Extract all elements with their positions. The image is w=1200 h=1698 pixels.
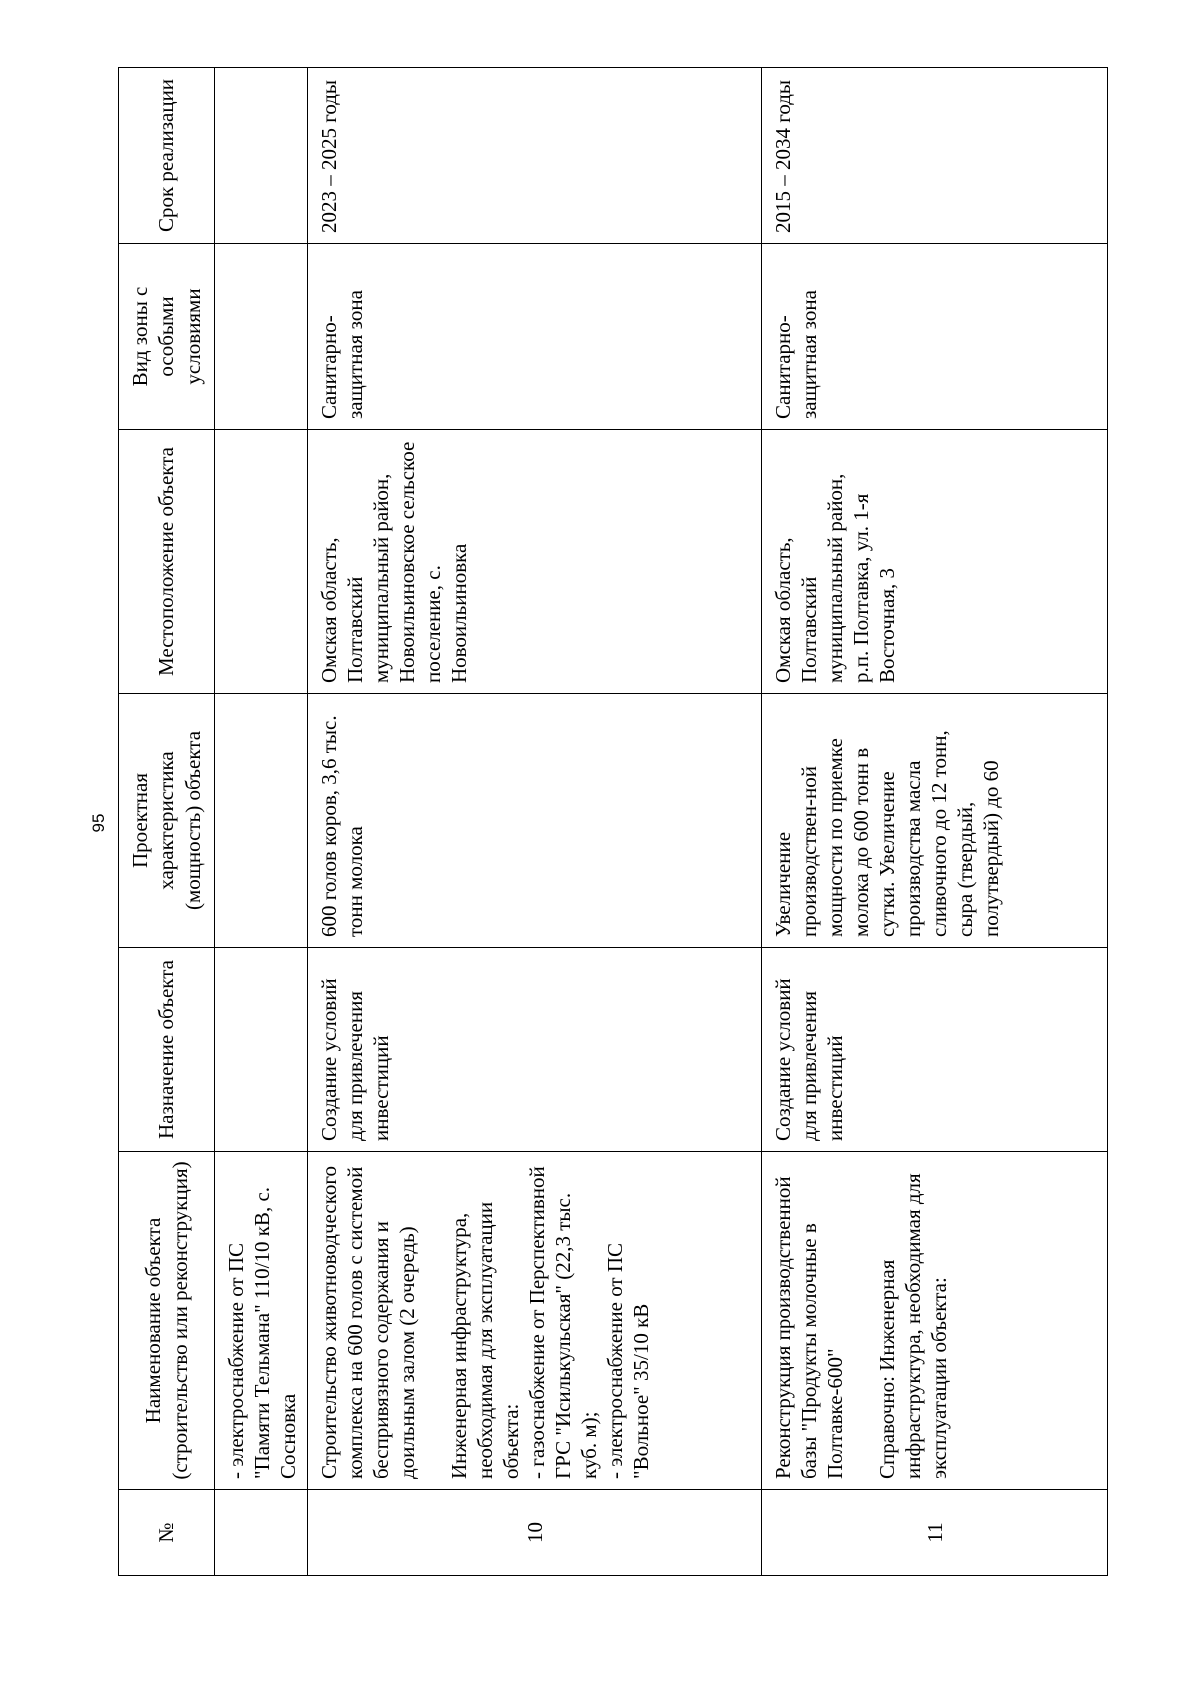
cell-name (762, 1152, 1108, 1490)
cell-zone: Санитарно-защитная зона (308, 244, 762, 430)
header-capacity: Проектная характеристика (мощность) объекта (119, 694, 215, 948)
table-header-row (119, 68, 215, 1576)
cell-term: 2023 – 2025 годы (308, 68, 762, 244)
cell-purpose (215, 948, 308, 1152)
header-num: № (119, 1490, 215, 1576)
cell-zone (215, 244, 308, 430)
table-row (215, 68, 308, 1576)
name-paragraph: Справочно: Инженерная инфраструктура, необходимая для эксплуатации объекта: (875, 1173, 952, 1479)
name-paragraph: Строительство животноводческого комплекса на 600 голов с системой беспривязного содержания и доильным залом (2 очередь) (317, 1166, 420, 1479)
name-paragraph: - газоснабжение от Перспективной ГРС "Исилькульская" (22,3 тыс. куб. м); (525, 1166, 602, 1479)
header-location: Местоположение объекта (119, 430, 215, 694)
name-paragraph: - электроснабжение от ПС "Вольное" 35/10 кВ (603, 1242, 654, 1479)
cell-zone: Санитарно-защитная зона (762, 244, 1108, 430)
table-row (762, 68, 1108, 1576)
cell-purpose: Создание условий для привлечения инвестиций (308, 948, 762, 1152)
cell-location: Омская область, Полтавский муниципальный район, Новоильиновское сельское поселение, с. Новоильиновка (308, 430, 762, 694)
cell-capacity: 600 голов коров, 3,6 тыс. тонн молока (308, 694, 762, 948)
cell-purpose: Создание условий для привлечения инвестиций (762, 948, 1108, 1152)
paragraph-gap (420, 1162, 446, 1479)
table-row (308, 68, 762, 1576)
cell-num: 11 (762, 1490, 1108, 1576)
cell-term (215, 68, 308, 244)
investment-objects-table (118, 67, 1108, 1576)
cell-name: - электроснабжение от ПС "Памяти Тельмана" 110/10 кВ, с. Сосновка (215, 1152, 308, 1490)
cell-term: 2015 – 2034 годы (762, 68, 1108, 244)
header-term: Срок реализации (119, 68, 215, 244)
header-zone: Вид зоны с особыми условиями (119, 244, 215, 430)
cell-num (215, 1490, 308, 1576)
name-paragraph: Реконструкция производственной базы "Продукты молочные в Полтавке-600" (771, 1176, 848, 1479)
cell-capacity: Увеличение производствен-ной мощности по приемке молока до 600 тонн в сутки. Увеличение производства масла сливочного до 12 тонн, сыра (твердый, полутвердый) до 60 (762, 694, 1108, 948)
name-paragraph: Инженерная инфраструктура, необходимая для эксплуатации объекта: (447, 1201, 524, 1479)
header-name: Наименование объекта (строительство или реконструкция) (119, 1152, 215, 1490)
rotated-table-container (118, 68, 1104, 1576)
paragraph-gap (848, 1162, 874, 1479)
cell-capacity (215, 694, 308, 948)
header-purpose: Назначение объекта (119, 948, 215, 1152)
cell-name (308, 1152, 762, 1490)
cell-num: 10 (308, 1490, 762, 1576)
cell-location (215, 430, 308, 694)
page-number: 95 (89, 813, 108, 833)
cell-location: Омская область, Полтавский муниципальный район, р.п. Полтавка, ул. 1-я Восточная, 3 (762, 430, 1108, 694)
